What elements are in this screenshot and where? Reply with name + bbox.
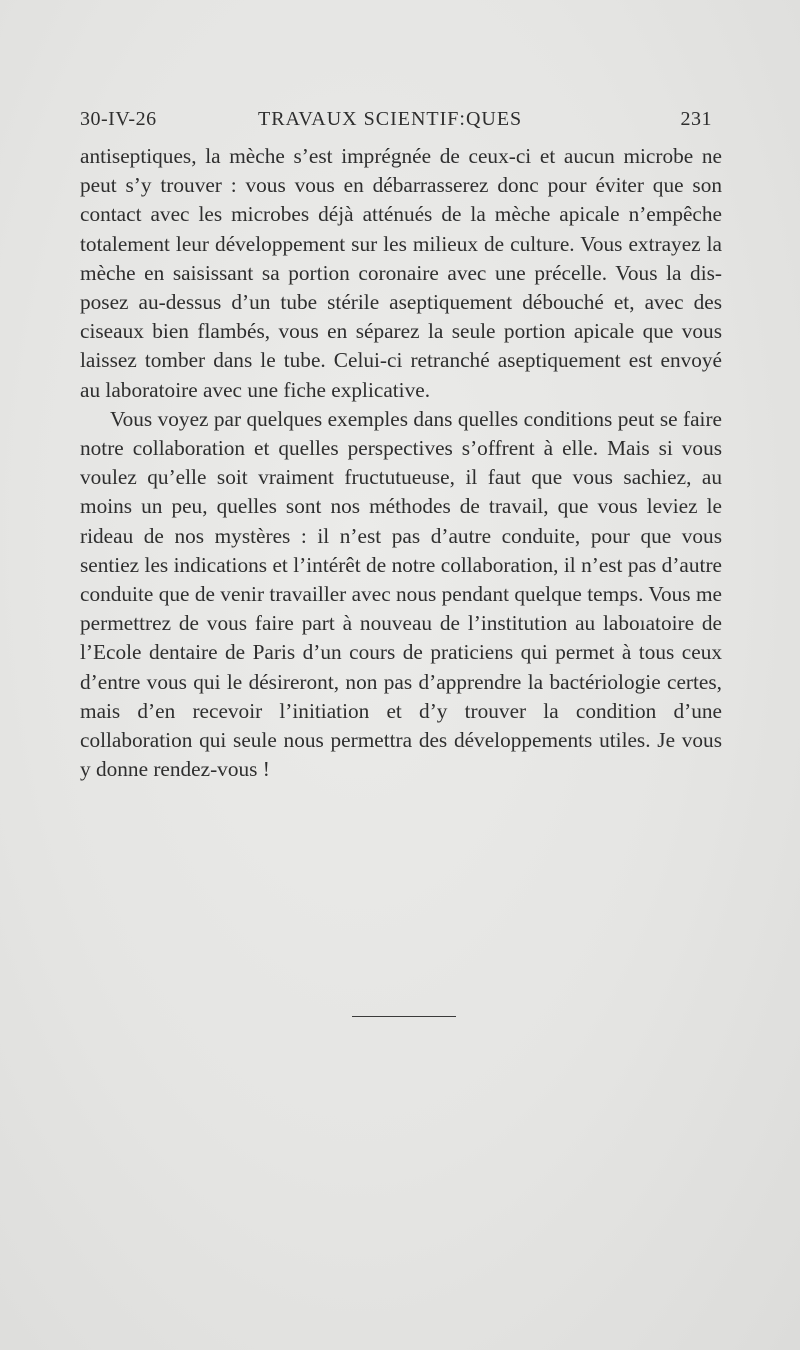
body-text <box>80 142 722 784</box>
header-title: TRAVAUX SCIENTIF:QUES <box>258 108 523 130</box>
page-number: 231 <box>680 108 712 130</box>
paragraph-1: antiseptiques, la mèche s’est imprégnée de ceux-ci et aucun microbe ne peut s’y trouver : vous vous en débarrasserez donc pour éviter que son contact avec les microbes déjà atténués de la mèche apicale n’empêche totalement leur développement sur les milieux de culture. Vous extrayez la mèche en saisissant sa portion coronaire avec une précelle. Vous la disposez au-dessus d’un tube stérile aseptiquement débouché et, avec des ciseaux bien flambés, vous en séparez la seule portion apicale que vous laissez tomber dans le tube. Celui-ci retranché aseptiquement est envoyé au laboratoire avec une fiche explicative. <box>80 144 722 402</box>
header-date: 30-IV-26 <box>80 108 157 130</box>
running-header <box>80 108 720 138</box>
end-rule <box>352 1016 456 1017</box>
paragraph-2: Vous voyez par quelques exemples dans quelles conditions peut se faire notre collaboration et quelles perspectives s’offrent à elle. Mais si vous voulez qu’elle soit vraiment fructutueuse, il faut que vous sachiez, au moins un peu, quelles sont nos méthodes de travail, que vous leviez le rideau de nos mystères : il n’est pas d’autre conduite, pour que vous sentiez les indications et l’intérêt de notre collaboration, il n’est pas d’autre conduite que de venir travailler avec nous pendant quelque temps. Vous me permettrez de vous faire part à nouveau de l’institution au laboıatoire de l’Ecole dentaire de Paris d’un cours de praticiens qui permet à tous ceux d’entre vous qui le désireront, non pas d’apprendre la bactériologie certes, mais d’en recevoir l’initiation et d’y trouver la condition d’une collaboration qui seule nous permettra des développements utiles. Je vous y donne rendez-vous ! <box>80 406 722 782</box>
